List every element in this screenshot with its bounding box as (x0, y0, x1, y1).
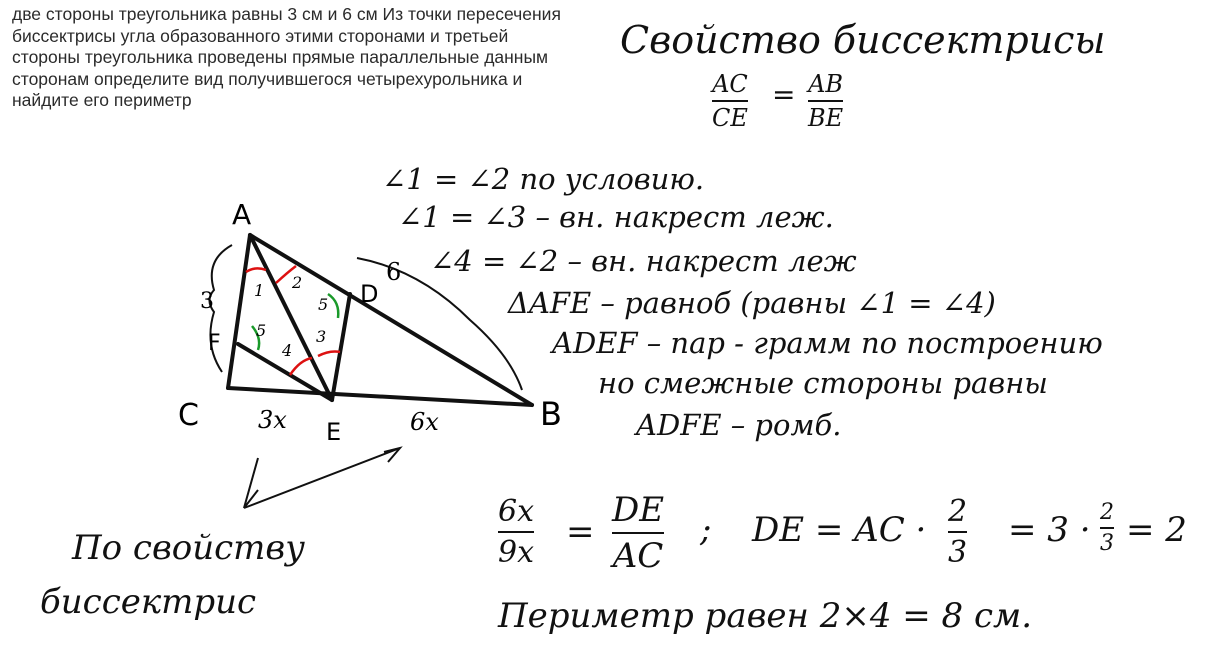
property-den-right: BE (808, 104, 844, 132)
property-equals: = (772, 78, 796, 111)
angle-label-2: 2 (292, 273, 303, 292)
equation-fraction-2 (1100, 500, 1114, 556)
equation-de-expression: DE = AC · (752, 510, 927, 550)
equation-mid-num: DE (612, 490, 665, 530)
equation-mid-den: AC (612, 536, 664, 576)
angle-label-5-left: 5 (256, 321, 267, 340)
angle-label-4: 4 (282, 341, 293, 360)
equation-lhs-den: 9x (498, 535, 535, 570)
bisector-note-line-2: биссектрис (40, 582, 257, 622)
reasoning-line-7: ADFE – ромб. (636, 408, 842, 442)
side-label-AC: 3 (200, 289, 214, 314)
perimeter-line: Периметр равен 2×4 = 8 см. (498, 596, 1033, 636)
equation-mid-fraction (612, 490, 664, 576)
equation-f2-num: 2 (1100, 500, 1114, 525)
property-num-right: AB (808, 70, 844, 98)
reasoning-line-1: ∠1 = ∠2 по условию. (382, 162, 705, 196)
equation-fraction-1 (948, 494, 967, 570)
equation-f1-den: 3 (948, 535, 968, 570)
reasoning-line-5: ADEF – пар - грамм по построению (552, 326, 1103, 360)
vertex-F: F (208, 331, 221, 356)
vertex-E: E (326, 418, 342, 446)
property-title: Свойство биссектрисы (620, 18, 1106, 62)
vertex-C: C (178, 398, 199, 433)
problem-statement: две стороны треугольника равны 3 см и 6 см Из точки пересечения биссектрисы угла образованного этими сторонами и третьей стороны треугольника проведены прямые параллельные данным сторонам определите вид получившегося четырехурольника и найдите его периметр (12, 4, 561, 110)
equation-f1-num: 2 (948, 494, 968, 529)
equation-lhs-num: 6x (498, 494, 535, 529)
angle-label-5-right: 5 (318, 295, 329, 314)
angle-label-3: 3 (316, 327, 327, 346)
reasoning-line-6: но смежные стороны равны (598, 366, 1048, 400)
property-num-left: AC (712, 70, 748, 98)
side-label-EB: 6x (410, 408, 439, 436)
equation-lhs-fraction (498, 494, 534, 570)
vertex-D: D (360, 280, 379, 308)
reasoning-line-4: ΔAFE – равноб (равны ∠1 = ∠4) (508, 286, 996, 320)
property-den-left: CE (712, 104, 748, 132)
equation-result: = 2 (1126, 510, 1187, 550)
angle-label-1: 1 (254, 281, 265, 300)
reasoning-line-2: ∠1 = ∠3 – вн. накрест леж. (398, 200, 834, 234)
equation-separator: ; (700, 510, 712, 550)
equation-eq1: = (566, 512, 595, 552)
side-label-AB: 6 (386, 258, 402, 286)
vertex-B: B (540, 395, 562, 433)
equation-eq2: = 3 · (1008, 510, 1091, 550)
bisector-note-line-1: По свойству (72, 528, 305, 568)
equation-f2-den: 3 (1100, 531, 1114, 556)
reasoning-line-3: ∠4 = ∠2 – вн. накрест леж (430, 244, 857, 278)
vertex-A: A (232, 198, 252, 231)
side-label-CE: 3x (258, 406, 287, 434)
